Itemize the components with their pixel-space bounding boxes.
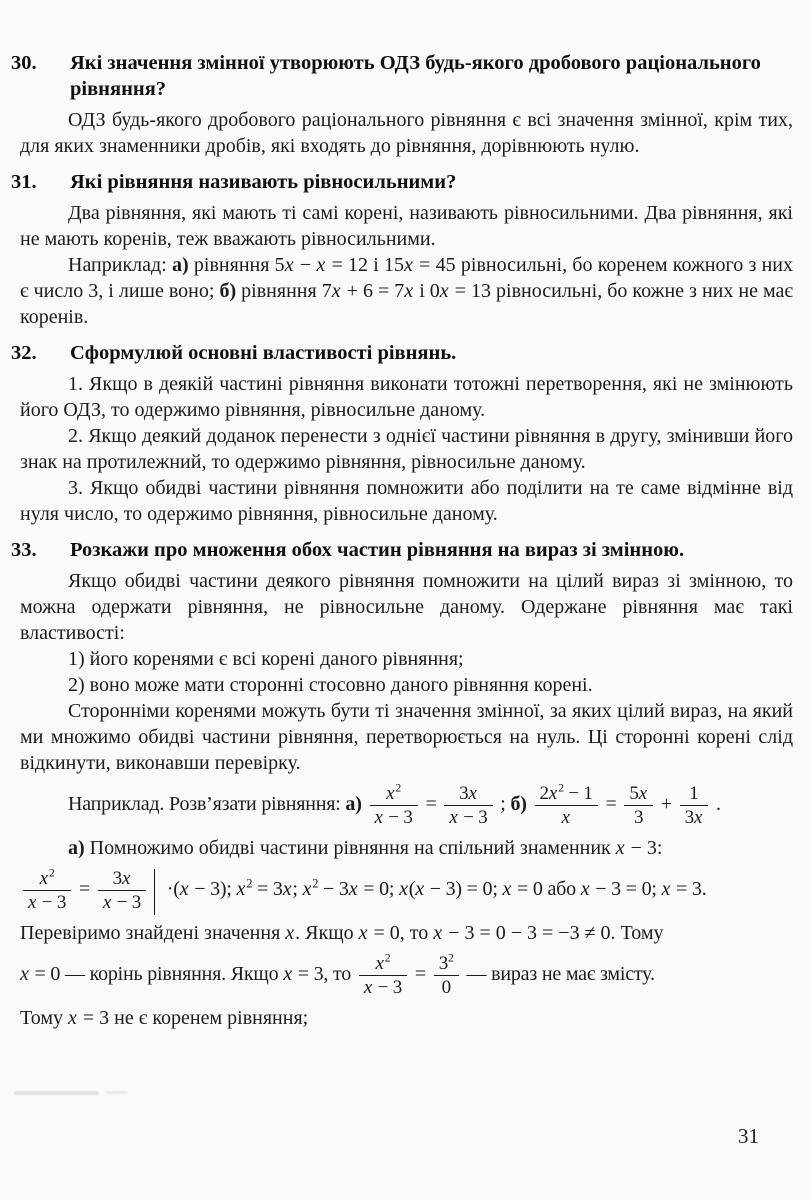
question-body-31	[20, 200, 793, 330]
fraction: $\frac{5x}{3}$	[624, 783, 653, 828]
question-heading-32	[11, 340, 793, 366]
fraction: $\frac{1}{3x}$	[680, 783, 709, 828]
question-number: 31.	[11, 171, 37, 193]
text-paragraph: 1) його коренями є всі корені даного рівняння;	[68, 648, 464, 670]
question-number: 33.	[11, 539, 37, 561]
text-paragraph: Перевіримо знайдені значення x. Якщо x = 0, то x − 3 = 0 − 3 = −3 ≠ 0. Тому	[20, 922, 664, 944]
text-paragraph: 1. Якщо в деякій частині рівняння виконати тотожні перетворення, які не змінюють його ОДЗ, то одержимо рівняння, рівносильне даному.	[20, 373, 793, 421]
text-paragraph: 2) воно може мати сторонні стосовно даного рівняння корені.	[68, 674, 593, 696]
fraction: $\frac{x^2}{x - 3}$	[370, 783, 418, 828]
text-paragraph: Тому x = 3 не є коренем рівняння;	[20, 1007, 309, 1029]
question-heading-30	[11, 50, 793, 102]
page-number: 31	[738, 1124, 759, 1148]
question-body-33	[20, 568, 793, 1031]
text-paragraph: Сторонніми коренями можуть бути ті значення змінної, за яких цілий вираз, на який ми множимо обидві частини рівняння, перетворюється на нуль. Ці сторонні корені слід відкинути, виконавши перевірку.	[20, 700, 793, 774]
scan-smudge-artifact	[106, 1091, 128, 1094]
question-title: Які рівняння називають рівносильними?	[70, 171, 457, 193]
text-paragraph: Два рівняння, які мають ті самі корені, називають рівносильними. Два рівняння, які не мають коренів, теж вважають рівносильними.	[20, 202, 793, 250]
question-number: 30.	[11, 52, 37, 74]
question-heading-31	[11, 169, 793, 195]
math-paragraph: Наприклад. Розв’язати рівняння: а) $\frac{x^2}{x - 3}$ = $\frac{3x}{x - 3}$ ; б) $\frac{2x^2 - 1}{x}$ = $\frac{5x}{3}$ + $\frac{1}{3x}$ .	[68, 781, 721, 828]
text-paragraph: ОДЗ будь-якого дробового раціонального рівняння є всі значення змінної, крім тих, для яких знаменники дробів, які входять до рівняння, дорівнюють нулю.	[20, 109, 793, 157]
text-paragraph: Якщо обидві частини деякого рівняння помножити на цілий вираз зі змінною, то можна одержати рівняння, не рівносильне даному. Одержане рівняння має такі властивості:	[20, 570, 793, 644]
text-paragraph: а) Помножимо обидві частини рівняння на спільний знаменник x − 3:	[68, 837, 663, 859]
question-number: 32.	[11, 342, 37, 364]
question-title: Які значення змінної утворюють ОДЗ будь-якого дробового раціонального рівняння?	[70, 52, 761, 100]
scan-smudge-artifact	[14, 1091, 99, 1095]
fraction: $\frac{x^2}{x - 3}$	[359, 953, 407, 998]
fraction: $\frac{2x^2 - 1}{x}$	[535, 783, 598, 828]
question-body-32	[20, 371, 793, 527]
fraction: $\frac{3x}{x - 3}$	[444, 783, 492, 828]
multiply-both-sides-bar	[154, 869, 155, 915]
question-title: Сформулюй основні властивості рівнянь.	[70, 342, 457, 364]
text-paragraph: 3. Якщо обидві частини рівняння помножити або поділити на те саме відмінне від нуля число, то одержимо рівняння, рівносильне даному.	[20, 477, 793, 525]
math-paragraph: $\frac{x^2}{x - 3}$ = $\frac{3x}{x - 3}$ ·(x − 3); $x^2 = 3x$; $x^2 - 3x = 0$; x(x − 3) = 0; x = 0 або x − 3 = 0; x = 3.	[20, 866, 793, 915]
math-paragraph: x = 0 — корінь рівняння. Якщо x = 3, то $\frac{x^2}{x - 3}$ = $\frac{3^2}{0}$ — вираз не має змісту.	[20, 951, 655, 998]
text-paragraph: 2. Якщо деякий доданок перенести з однієї частини рівняння в другу, змінивши його знак на протилежний, то одержимо рівняння, рівносильне даному.	[20, 425, 793, 473]
text-paragraph: Наприклад: а) рівняння 5x − x = 12 і 15x = 45 рівносильні, бо коренем кожного з них є число 3, і лише воно; б) рівняння 7x + 6 = 7x і 0x = 13 рівносильні, бо кожне з них не має коренів.	[20, 254, 794, 328]
fraction: $\frac{3^2}{0}$	[434, 953, 459, 998]
question-heading-33	[11, 537, 793, 563]
question-title: Розкажи про множення обох частин рівняння на вираз зі змінною.	[70, 539, 685, 561]
question-body-30	[20, 107, 793, 159]
fraction: $\frac{x^2}{x - 3}$	[23, 868, 71, 913]
fraction: $\frac{3x}{x - 3}$	[98, 868, 146, 913]
